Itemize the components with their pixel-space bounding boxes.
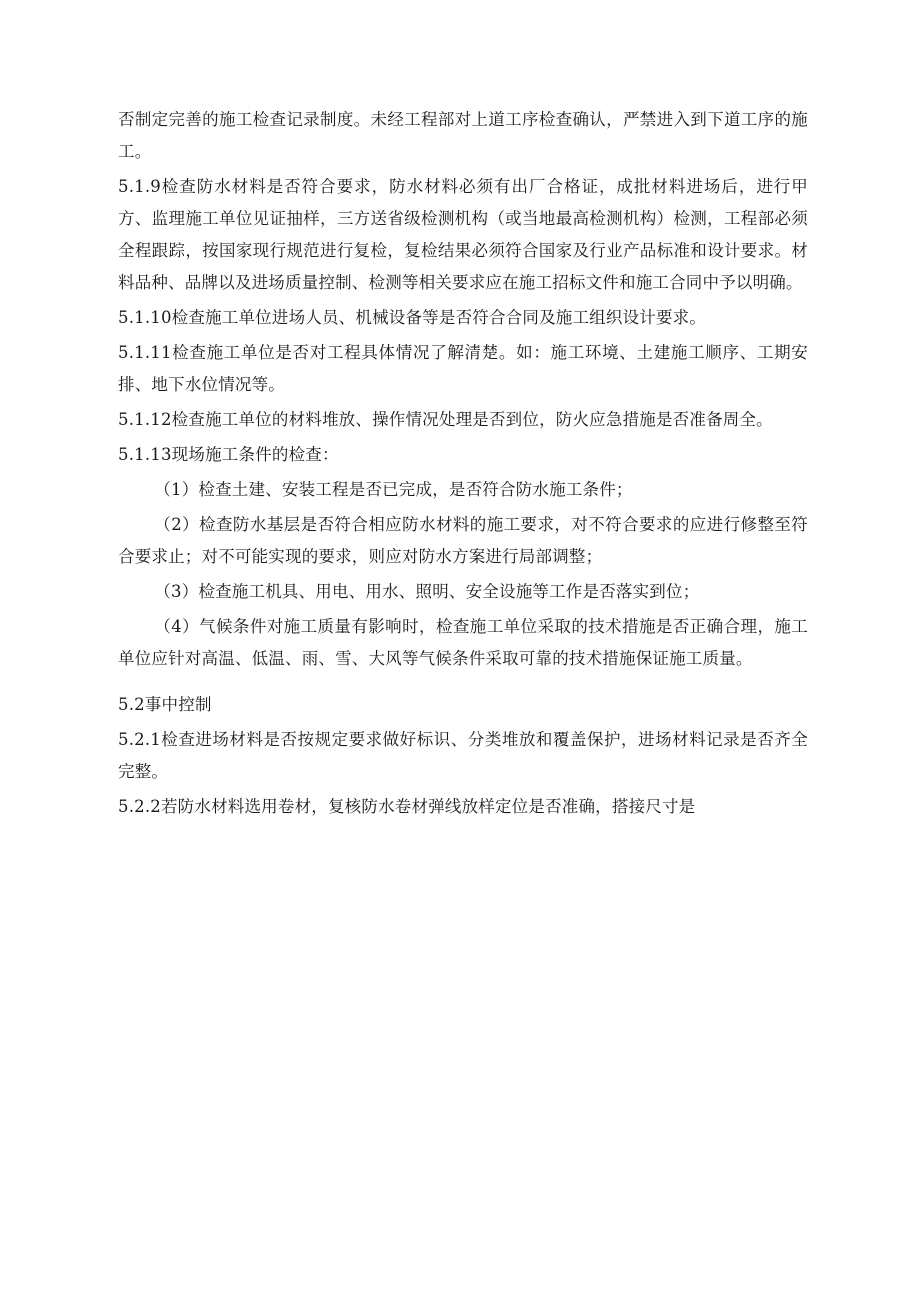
paragraph-5-1-10: 5.1.10检查施工单位进场人员、机械设备等是否符合合同及施工组织设计要求。 <box>118 308 707 327</box>
paragraph-5-1-11: 5.1.11检查施工单位是否对工程具体情况了解清楚。如：施工环境、土建施工顺序、工期安排、地下水位情况等。 <box>118 343 808 394</box>
paragraph-5-2-2: 5.2.2若防水材料选用卷材，复核防水卷材弹线放样定位是否准确，搭接尺寸是 <box>118 797 696 816</box>
paragraph-continuation: 否制定完善的施工检查记录制度。未经工程部对上道工序检查确认，严禁进入到下道工序的施工。 <box>118 110 808 161</box>
paragraph-5-2-1: 5.2.1检查进场材料是否按规定要求做好标识、分类堆放和覆盖保护，进场材料记录是否齐全完整。 <box>118 730 808 781</box>
paragraph-5-1-12: 5.1.12检查施工单位的材料堆放、操作情况处理是否到位，防火应急措施是否准备周全。 <box>118 410 773 429</box>
list-item-1: （1）检查土建、安装工程是否已完成，是否符合防水施工条件； <box>154 480 633 499</box>
list-item-4: （4）气候条件对施工质量有影响时，检查施工单位采取的技术措施是否正确合理，施工单位应针对高温、低温、雨、雪、大风等气候条件采取可靠的技术措施保证施工质量。 <box>118 617 808 668</box>
paragraph-5-1-9: 5.1.9检查防水材料是否符合要求，防水材料必须有出厂合格证，成批材料进场后，进行甲方、监理施工单位见证抽样，三方送省级检测机构（或当地最高检测机构）检测，工程部必须全程跟踪，按国家现行规范进行复检，复检结果必须符合国家及行业产品标准和设计要求。材料品种、品牌以及进场质量控制、检测等相关要求应在施工招标文件和施工合同中予以明确。 <box>118 177 808 292</box>
document-body <box>118 104 808 826</box>
paragraph-5-1-13: 5.1.13现场施工条件的检查： <box>118 445 339 464</box>
list-item-3: （3）检查施工机具、用电、用水、照明、安全设施等工作是否落实到位； <box>154 582 700 601</box>
section-heading-5-2: 5.2事中控制 <box>118 695 212 714</box>
list-item-2: （2）检查防水基层是否符合相应防水材料的施工要求，对不符合要求的应进行修整至符合要求止；对不可能实现的要求，则应对防水方案进行局部调整； <box>118 515 808 566</box>
